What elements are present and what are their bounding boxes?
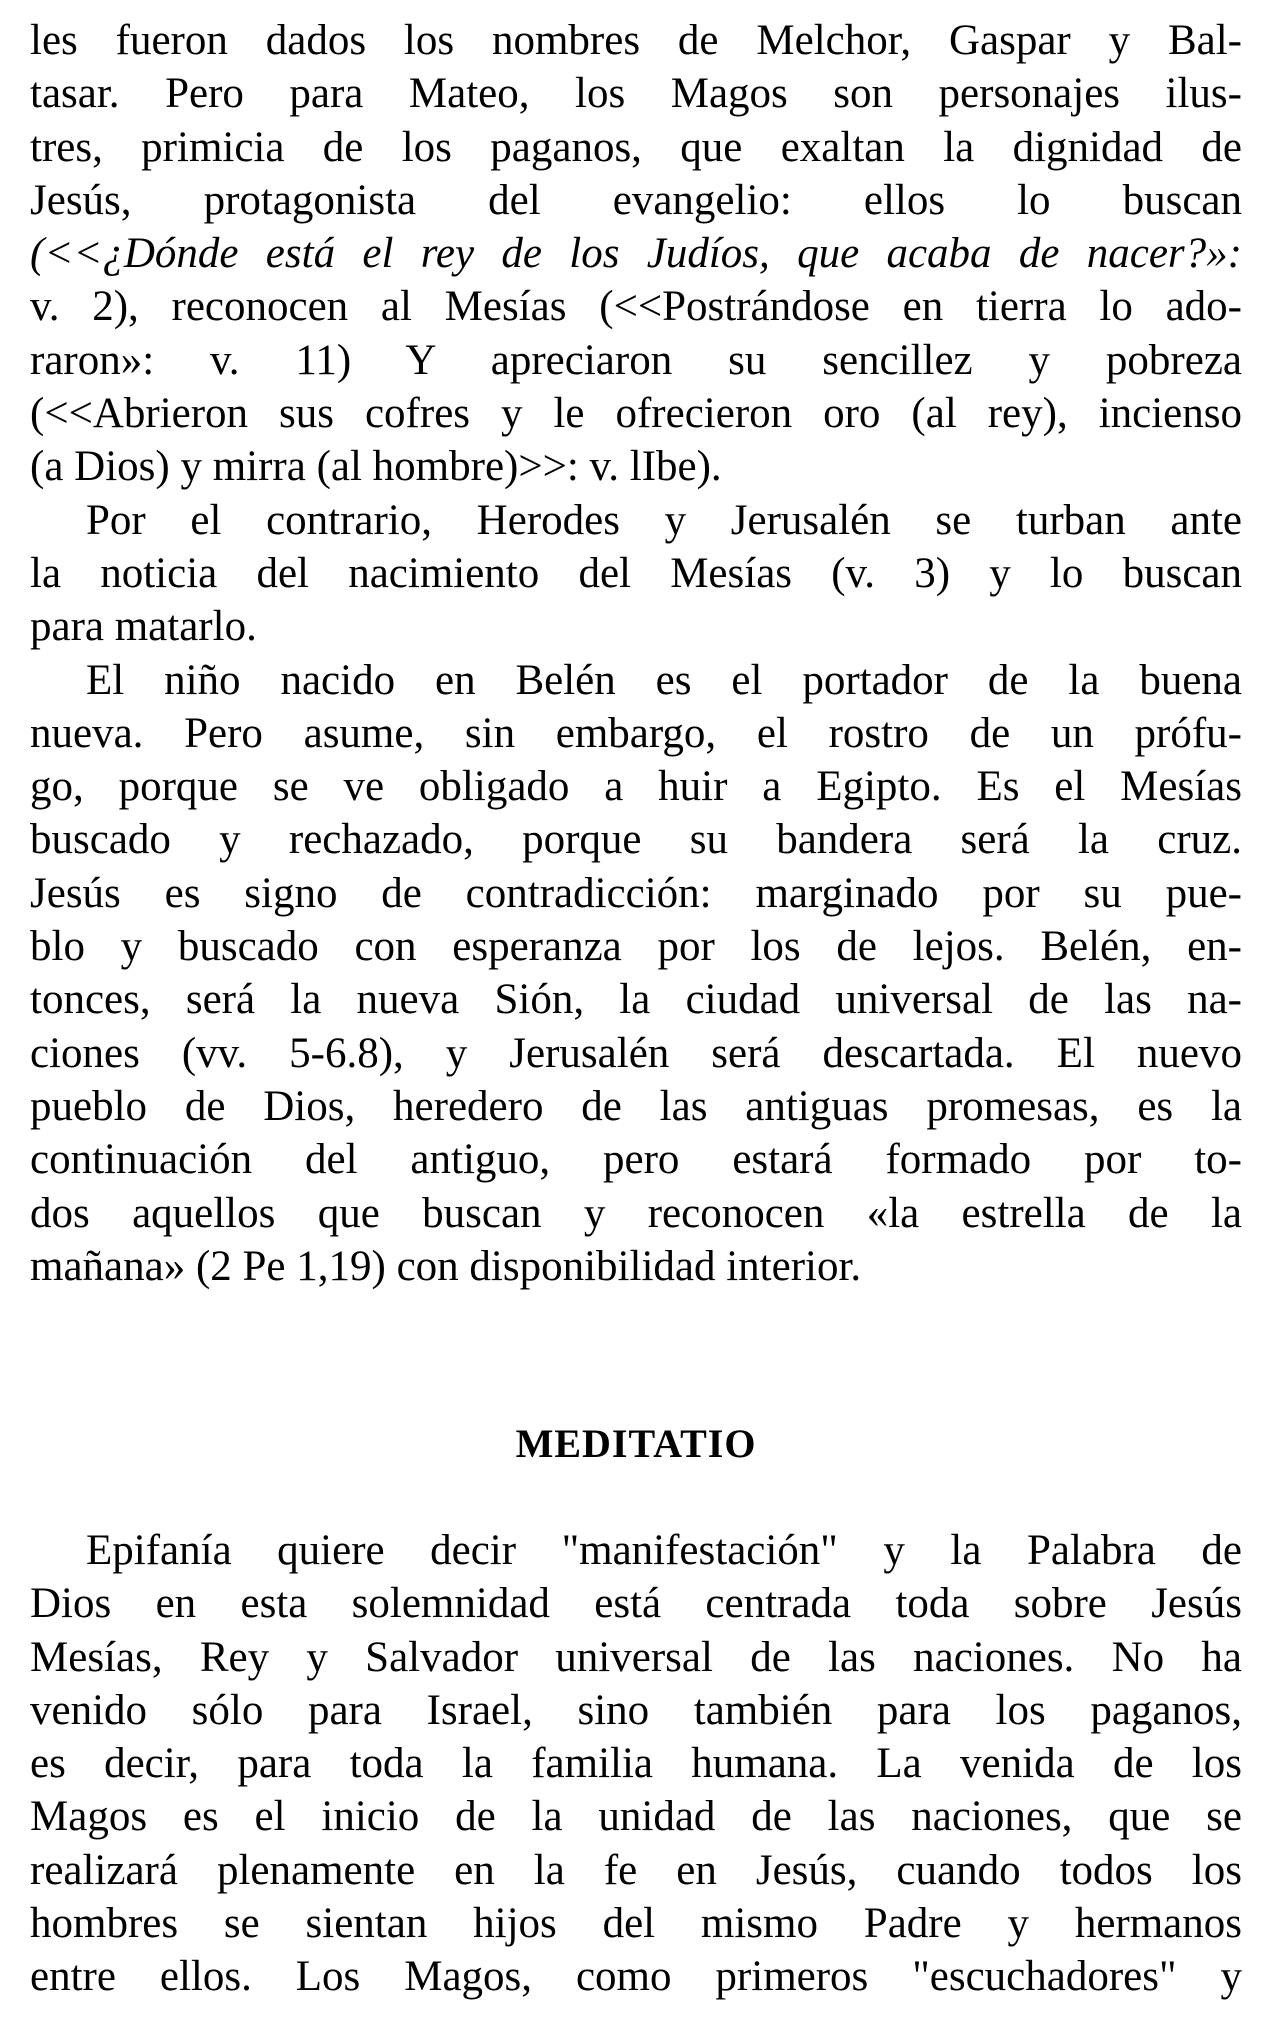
text-line: Epifanía quiere decir "manifestación" y la Palabra de <box>86 1527 1242 1574</box>
text-line: buscado y rechazado, porque su bandera será la cruz. <box>30 816 1242 864</box>
text-line: (<<Abrieron sus cofres y le ofrecieron oro (al rey), incienso <box>30 390 1242 438</box>
paragraph-1 <box>30 14 1242 494</box>
text-line: tonces, será la nueva Sión, la ciudad universal de las na- <box>30 976 1242 1024</box>
text-line: es decir, para toda la familia humana. La venida de los <box>30 1740 1242 1788</box>
text-line: El niño nacido en Belén es el portador de la buena <box>86 656 1242 704</box>
text-line: para matarlo. <box>30 603 257 651</box>
text-line: hombres se sientan hijos del mismo Padre y hermanos <box>30 1900 1242 1948</box>
text-line: la noticia del nacimiento del Mesías (v. 3) y lo buscan <box>30 549 1242 597</box>
text-line: Jesús es signo de contradicción: marginado por su pue- <box>30 869 1242 917</box>
text-line: Por el contrario, Herodes y Jerusalén se turban ante <box>86 496 1242 544</box>
text-line: (a Dios) y mirra (al hombre)>>: v. lIbe). <box>30 443 722 491</box>
text-line: v. 2), reconocen al Mesías (<<Postrándose en tierra lo ado- <box>30 283 1242 331</box>
text-line: mañana» (2 Pe 1,19) con disponibilidad interior. <box>30 1242 862 1290</box>
text-line: continuación del antiguo, pero estará formado por to- <box>30 1136 1242 1184</box>
text-line: go, porque se ve obligado a huir a Egipto. Es el Mesías <box>30 763 1242 811</box>
paragraph-4 <box>30 1524 1242 2004</box>
page <box>30 14 1242 2001</box>
text-line: Magos es el inicio de la unidad de las naciones, que se <box>30 1793 1242 1841</box>
text-line: ciones (vv. 5-6.8), y Jerusalén será descartada. El nuevo <box>30 1029 1242 1077</box>
text-line: tres, primicia de los paganos, que exaltan la dignidad de <box>30 123 1242 171</box>
text-line: venido sólo para Israel, sino también para los paganos, <box>30 1686 1242 1734</box>
italic-quote: (<<¿Dónde está el rey de los Judíos, que acaba de nacer?»: <box>30 230 1242 278</box>
paragraph-2 <box>30 494 1242 654</box>
text-line: realizará plenamente en la fe en Jesús, cuando todos los <box>30 1846 1242 1894</box>
text-line: raron»: v. 11) Y apreciaron su sencillez y pobreza <box>30 336 1242 384</box>
text-line: nueva. Pero asume, sin embargo, el rostro de un prófu- <box>30 709 1242 757</box>
section-title: MEDITATIO <box>515 1421 757 1466</box>
text-line: tasar. Pero para Mateo, los Magos son personajes ilus- <box>30 70 1242 118</box>
text-line-italic <box>30 227 1242 280</box>
text-line: Jesús, protagonista del evangelio: ellos lo buscan <box>30 176 1242 224</box>
paragraph-3 <box>30 654 1242 1294</box>
text-line: Dios en esta solemnidad está centrada toda sobre Jesús <box>30 1580 1242 1628</box>
text-line: pueblo de Dios, heredero de las antiguas promesas, es la <box>30 1082 1242 1130</box>
text-line: les fueron dados los nombres de Melchor, Gaspar y Bal- <box>30 17 1242 64</box>
text-line: entre ellos. Los Magos, como primeros "escuchadores" y <box>30 1953 1242 2001</box>
meditatio-body <box>30 1524 1242 2004</box>
text-line: dos aquellos que buscan y reconocen «la estrella de la <box>30 1189 1242 1237</box>
text-line: Mesías, Rey y Salvador universal de las naciones. No ha <box>30 1633 1242 1681</box>
text-line: blo y buscado con esperanza por los de lejos. Belén, en- <box>30 923 1242 971</box>
